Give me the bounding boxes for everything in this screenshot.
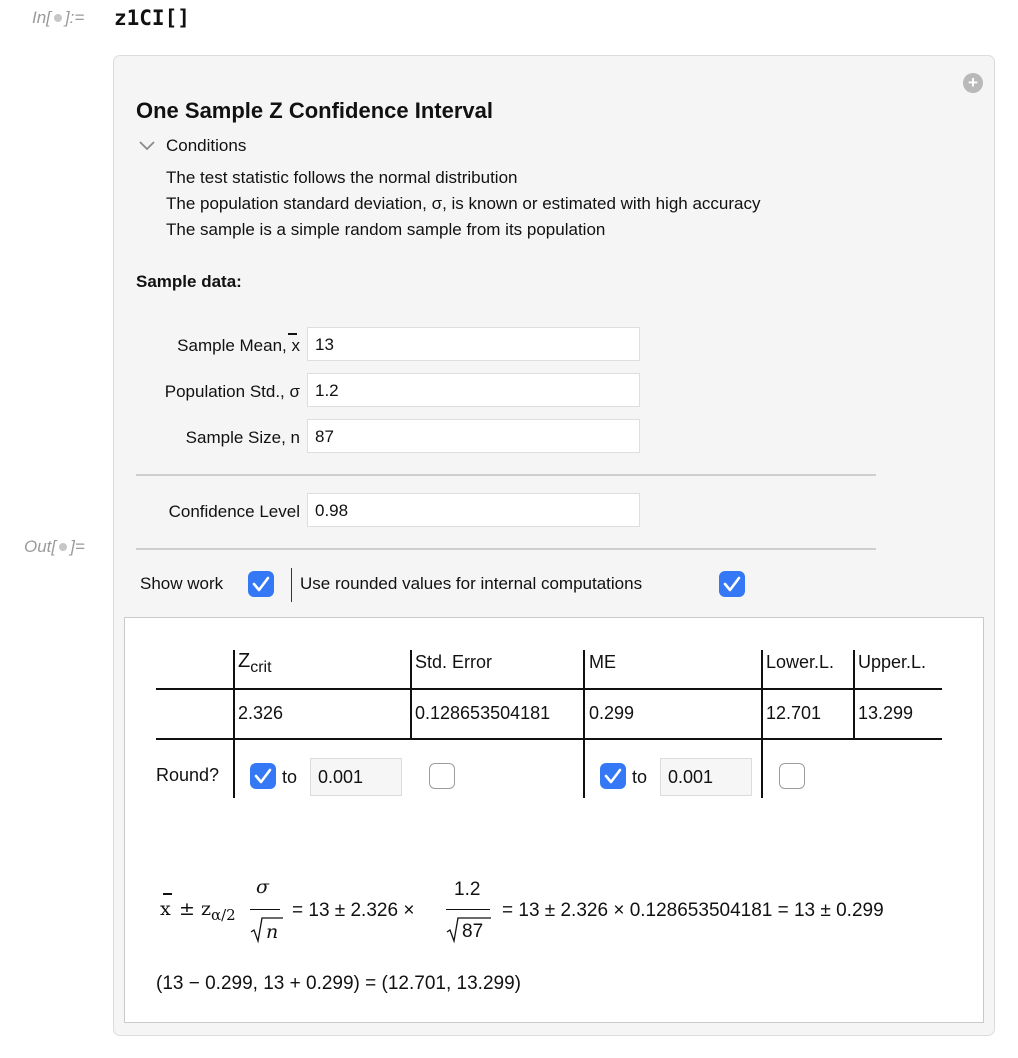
checkmark-icon — [248, 571, 274, 597]
value-me: 0.299 — [589, 703, 635, 723]
cell-dot-icon — [54, 14, 62, 22]
sample-mean-input[interactable]: 13 — [307, 327, 640, 361]
round-std-error-checkbox[interactable] — [429, 763, 455, 789]
formula-n: n — [266, 921, 279, 943]
value-std-error: 0.128653504181 — [415, 703, 551, 723]
sample-mean-label: Sample Mean, x — [177, 336, 300, 355]
formula-pm-z: ± $z_{\alpha/2}$ — [179, 898, 236, 924]
condition-item: The test statistic follows the normal distribution — [166, 168, 518, 187]
confidence-level-label: Confidence Level — [168, 502, 300, 521]
formula-sigma: σ — [256, 876, 269, 898]
round-zcrit-checkbox[interactable] — [250, 763, 276, 789]
separator — [291, 568, 292, 602]
input-label: In[ ]:= — [32, 8, 85, 27]
table-rule — [156, 738, 942, 740]
round-me-checkbox[interactable] — [600, 763, 626, 789]
checkmark-icon — [719, 571, 745, 597]
value-upper: 13.299 — [858, 703, 914, 723]
table-col-line — [853, 650, 855, 740]
rounded-values-label: Use rounded values for internal computations — [300, 574, 643, 593]
formula-xbar: x — [160, 898, 171, 920]
show-work-checkbox[interactable] — [248, 571, 274, 597]
sample-size-input[interactable]: 87 — [307, 419, 640, 453]
panel-title: One Sample Z Confidence Interval — [136, 98, 493, 123]
rounded-values-checkbox[interactable] — [719, 571, 745, 597]
plus-circle-icon[interactable]: + — [963, 73, 983, 93]
table-col-line — [410, 650, 412, 740]
header-std-error: Std. Error — [415, 652, 493, 672]
formula-numerator: 1.2 — [454, 879, 481, 900]
value-lower: 12.701 — [766, 703, 822, 723]
header-lower: Lower.L. — [766, 652, 835, 672]
header-me: ME — [589, 652, 616, 672]
checkmark-icon — [250, 763, 276, 789]
table-col-line — [761, 650, 763, 798]
show-work-label: Show work — [140, 574, 224, 593]
header-zcrit: $Z_{crit}$ — [238, 650, 272, 676]
round-limits-checkbox[interactable] — [779, 763, 805, 789]
population-std-label: Population Std., σ — [164, 382, 300, 401]
fraction-bar — [250, 909, 280, 910]
sample-size-label: Sample Size, n — [185, 428, 300, 447]
xbar-overline — [163, 893, 172, 895]
population-std-input[interactable]: 1.2 — [307, 373, 640, 407]
work-area — [124, 617, 984, 1023]
cell-dot-icon — [59, 543, 67, 551]
formula-step1: = 13 ± 2.326 × — [292, 900, 415, 921]
condition-item: The sample is a simple random sample from its population — [166, 220, 606, 239]
condition-item: The population standard deviation, σ, is known or estimated with high accuracy — [166, 194, 761, 213]
value-zcrit: 2.326 — [238, 703, 284, 723]
round-zcrit-to-label: to — [282, 767, 298, 787]
interval-result: (13 − 0.299, 13 + 0.299) = (12.701, 13.299) — [156, 973, 521, 994]
round-label: Round? — [156, 765, 220, 785]
input-command[interactable]: z1CI[] — [114, 6, 190, 30]
chevron-down-icon[interactable] — [138, 138, 156, 152]
output-label: Out[ ]= — [24, 537, 85, 556]
xbar-overline — [288, 333, 297, 335]
formula-step2: = 13 ± 2.326 × 0.128653504181 = 13 ± 0.299 — [502, 900, 884, 921]
table-col-line — [233, 650, 235, 798]
checkmark-icon — [600, 763, 626, 789]
round-zcrit-input[interactable]: 0.001 — [310, 758, 402, 796]
divider — [136, 474, 876, 476]
divider — [136, 548, 876, 550]
round-me-input[interactable]: 0.001 — [660, 758, 752, 796]
sample-data-heading: Sample data: — [136, 272, 242, 291]
table-rule — [156, 688, 942, 690]
formula-denominator: 87 — [462, 921, 484, 942]
fraction-bar — [446, 909, 490, 910]
confidence-level-input[interactable]: 0.98 — [307, 493, 640, 527]
round-me-to-label: to — [632, 767, 648, 787]
header-upper: Upper.L. — [858, 652, 927, 672]
table-col-line — [583, 650, 585, 798]
conditions-toggle[interactable]: Conditions — [166, 136, 247, 155]
